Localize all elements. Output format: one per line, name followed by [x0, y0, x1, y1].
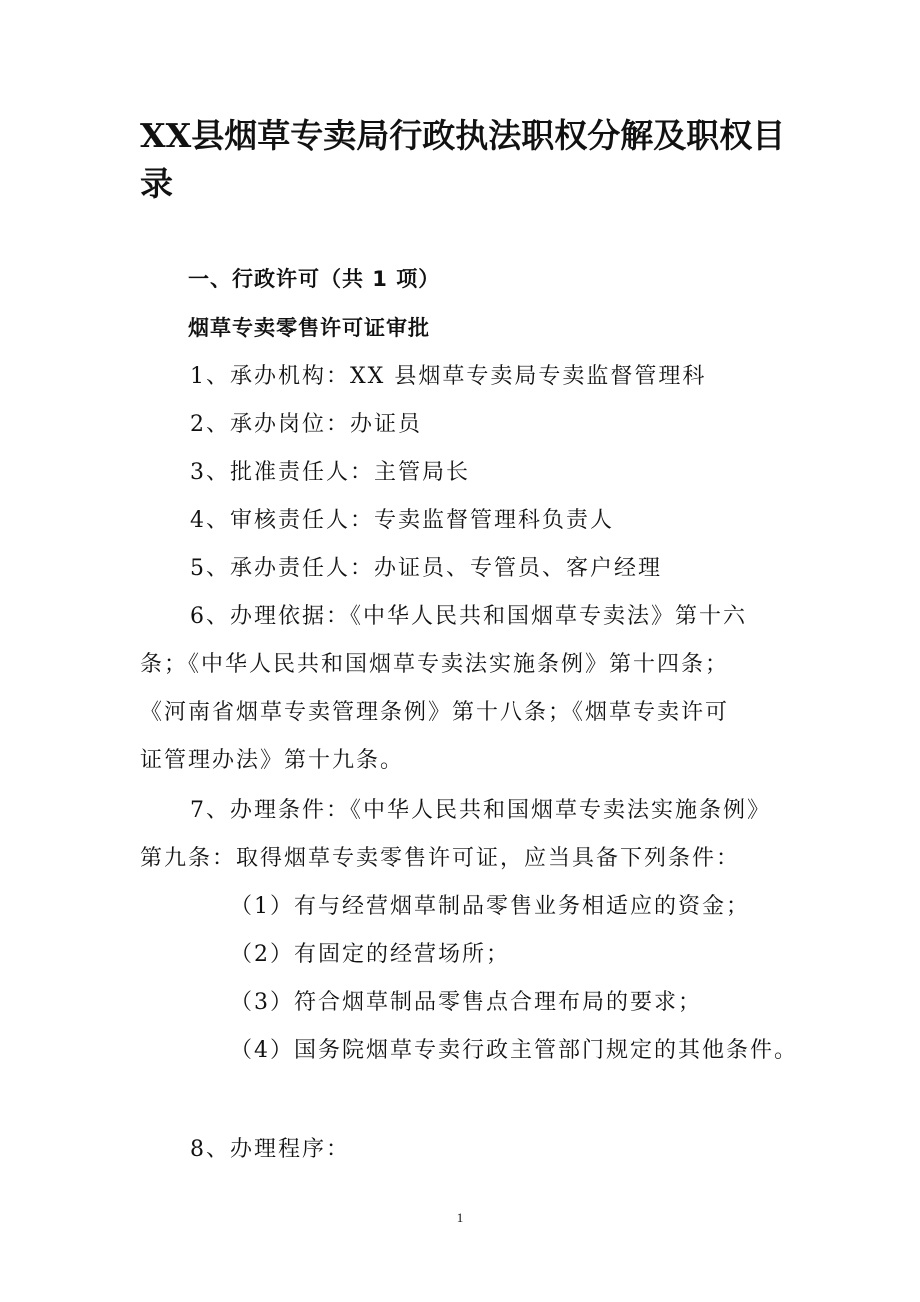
line-agency: 1、承办机构：XX 县烟草专卖局专卖监督管理科 — [190, 364, 707, 389]
page-number: 1 — [456, 1210, 464, 1225]
condition-item-1: （1）有与经营烟草制品零售业务相适应的资金； — [230, 894, 750, 919]
document-title: XX县烟草专卖局行政执法职权分解及职权目录 — [140, 116, 786, 203]
line-basis-cont-2: 《河南省烟草专卖管理条例》第十八条；《烟草专卖许可 — [140, 700, 730, 725]
line-reviewer: 4、审核责任人：专卖监督管理科负责人 — [190, 508, 614, 533]
line-conditions: 7、办理条件：《中华人民共和国烟草专卖法实施条例》 — [190, 798, 771, 823]
condition-item-3: （3）符合烟草制品零售点合理布局的要求； — [230, 990, 702, 1015]
line-basis: 6、办理依据：《中华人民共和国烟草专卖法》第十六 — [190, 604, 747, 629]
line-post: 2、承办岗位：办证员 — [190, 412, 422, 437]
line-conditions-cont: 第九条：取得烟草专卖零售许可证，应当具备下列条件： — [140, 846, 741, 871]
line-basis-cont-3: 证管理办法》第十九条。 — [140, 748, 405, 773]
section-heading: 一、行政许可（共 1 项） — [188, 267, 441, 291]
line-approver: 3、批准责任人：主管局长 — [190, 460, 470, 485]
condition-item-2: （2）有固定的经营场所； — [230, 942, 510, 967]
item-title: 烟草专卖零售许可证审批 — [188, 316, 430, 340]
condition-item-4: （4）国务院烟草专卖行政主管部门规定的其他条件。 — [230, 1038, 798, 1063]
line-basis-cont-1: 条；《中华人民共和国烟草专卖法实施条例》第十四条； — [140, 652, 730, 677]
line-procedure: 8、办理程序： — [190, 1137, 350, 1162]
line-handler: 5、承办责任人：办证员、专管员、客户经理 — [190, 556, 662, 581]
